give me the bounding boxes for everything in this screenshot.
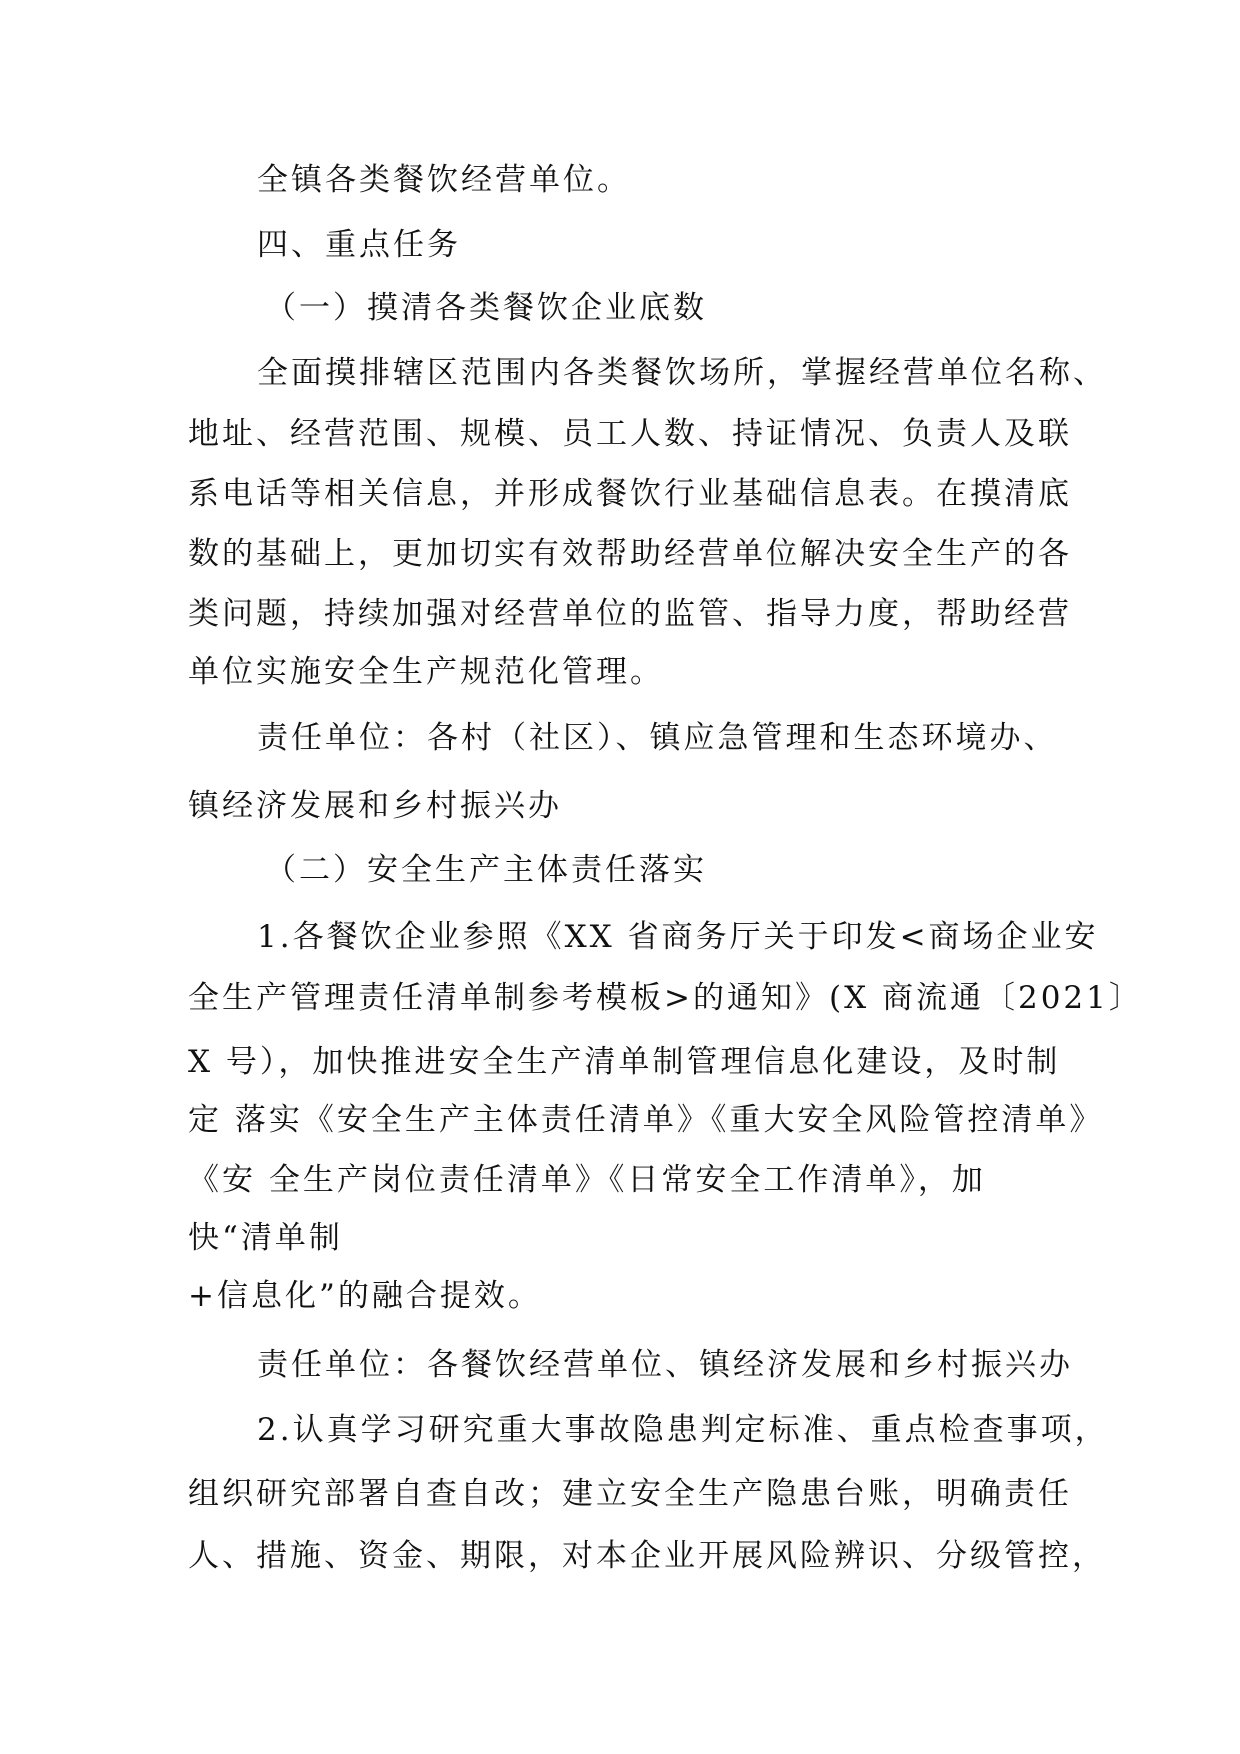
paragraph-line: 全生产管理责任清单制参考模板>的通知》(X 商流通〔2021〕 [188,980,1143,1016]
text-line-scope: 全镇各类餐饮经营单位。 [257,162,631,198]
subheading-one: （一）摸清各类餐饮企业底数 [265,290,707,326]
heading-key-tasks: 四、重点任务 [257,227,461,263]
paragraph-line: 系电话等相关信息，并形成餐饮行业基础信息表。在摸清底 [188,476,1072,512]
paragraph-line: 人、措施、资金、期限，对本企业开展风险辨识、分级管控， [188,1538,1106,1574]
responsibility-line: 责任单位：各餐饮经营单位、镇经济发展和乡村振兴办 [257,1347,1073,1383]
paragraph-line: 定 落实《安全生产主体责任清单》《重大安全风险管控清单》 [188,1102,1104,1138]
paragraph-line: 全面摸排辖区范围内各类餐饮场所，掌握经营单位名称、 [257,355,1107,391]
paragraph-line: X 号），加快推进安全生产清单制管理信息化建设，及时制 [188,1044,1061,1080]
paragraph-line: 2.认真学习研究重大事故隐患判定标准、重点检查事项， [257,1412,1109,1448]
responsibility-line: 镇经济发展和乡村振兴办 [188,788,562,824]
responsibility-line: 责任单位：各村（社区）、镇应急管理和生态环境办、 [257,720,1058,756]
paragraph-line: 组织研究部署自查自改；建立安全生产隐患台账，明确责任 [188,1476,1072,1512]
paragraph-line: 1.各餐饮企业参照《XX 省商务厅关于印发<商场企业安 [257,919,1099,955]
paragraph-line: 单位实施安全生产规范化管理。 [188,654,664,690]
paragraph-line: 快“清单制 [188,1220,343,1256]
paragraph-line: 《安 全生产岗位责任清单》《日常安全工作清单》，加 [188,1162,986,1198]
subheading-two: （二）安全生产主体责任落实 [265,852,707,888]
paragraph-line: 类问题，持续加强对经营单位的监管、指导力度，帮助经营 [188,596,1072,632]
paragraph-line: 地址、经营范围、规模、员工人数、持证情况、负责人及联 [188,416,1072,452]
paragraph-line: 数的基础上，更加切实有效帮助经营单位解决安全生产的各 [188,536,1072,572]
paragraph-line: +信息化”的融合提效。 [188,1278,542,1314]
